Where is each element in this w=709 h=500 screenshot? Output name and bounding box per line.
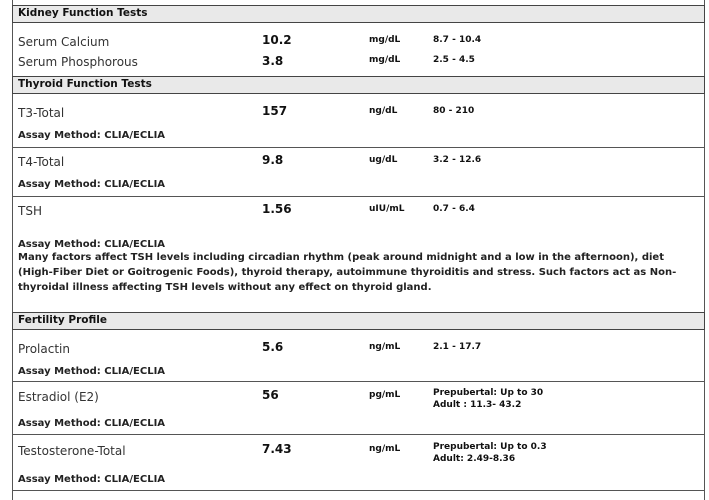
estradiol-value: 56: [262, 388, 279, 402]
estradiol-unit: pg/mL: [369, 390, 401, 400]
phosphorous-value: 3.8: [262, 54, 284, 68]
testosterone-name: Testosterone-Total: [18, 444, 126, 458]
divider: [12, 147, 705, 148]
tsh-note: Many factors affect TSH levels including circadian rhythm (peak around midnight and a low in the afternoon), diet (High-Fiber Diet or Goitrogenic Foods), thyroid therapy, autoimmune thyroiditis and stress. Such factors act as Non-thyroidal illness affecting TSH levels without any effect on thyroid gland.: [18, 252, 677, 293]
prolactin-name: Prolactin: [18, 342, 70, 356]
tsh-range: 0.7 - 6.4: [433, 204, 475, 214]
t4-name: T4-Total: [18, 155, 65, 169]
testosterone-value: 7.43: [262, 442, 292, 456]
testosterone-assay-method: Assay Method: CLIA/ECLIA: [18, 474, 166, 485]
tsh-value: 1.56: [262, 202, 292, 216]
calcium-value: 10.2: [262, 33, 292, 47]
calcium-unit: mg/dL: [369, 35, 401, 45]
fertility-section-title: Fertility Profile: [18, 314, 107, 326]
prolactin-unit: ng/mL: [369, 342, 401, 352]
right-border: [704, 0, 705, 500]
t4-range: 3.2 - 12.6: [433, 155, 482, 165]
prolactin-value: 5.6: [262, 340, 284, 354]
prolactin-assay-method: Assay Method: CLIA/ECLIA: [18, 366, 166, 377]
divider: [12, 196, 705, 197]
t4-assay-method: Assay Method: CLIA/ECLIA: [18, 179, 166, 190]
tsh-unit: uIU/mL: [369, 204, 405, 214]
estradiol-assay-method: Assay Method: CLIA/ECLIA: [18, 418, 166, 429]
t4-unit: ug/dL: [369, 155, 398, 165]
testosterone-range-adult: Adult: 2.49-8.36: [433, 454, 516, 464]
divider: [12, 434, 705, 435]
left-border: [12, 0, 13, 500]
testosterone-unit: ng/mL: [369, 444, 401, 454]
estradiol-range-adult: Adult : 11.3- 43.2: [433, 400, 522, 410]
t3-assay-method: Assay Method: CLIA/ECLIA: [18, 130, 166, 141]
kidney-section-header: [12, 5, 705, 23]
calcium-name: Serum Calcium: [18, 35, 110, 49]
t3-unit: ng/dL: [369, 106, 398, 116]
estradiol-name: Estradiol (E2): [18, 390, 99, 404]
calcium-range: 8.7 - 10.4: [433, 35, 482, 45]
tsh-name: TSH: [18, 204, 42, 218]
t3-name: T3-Total: [18, 106, 65, 120]
phosphorous-unit: mg/dL: [369, 55, 401, 65]
thyroid-section-title: Thyroid Function Tests: [18, 78, 152, 90]
t3-range: 80 - 210: [433, 106, 475, 116]
phosphorous-name: Serum Phosphorous: [18, 55, 138, 69]
divider: [12, 490, 705, 491]
phosphorous-range: 2.5 - 4.5: [433, 55, 475, 65]
divider: [12, 381, 705, 382]
tsh-assay-method: Assay Method: CLIA/ECLIA: [18, 239, 166, 250]
t3-value: 157: [262, 104, 288, 118]
testosterone-range-prepubertal: Prepubertal: Up to 0.3: [433, 442, 547, 452]
estradiol-range-prepubertal: Prepubertal: Up to 30: [433, 388, 544, 398]
fertility-section-header: [12, 312, 705, 330]
kidney-section-title: Kidney Function Tests: [18, 7, 148, 19]
prolactin-range: 2.1 - 17.7: [433, 342, 482, 352]
t4-value: 9.8: [262, 153, 284, 167]
thyroid-section-header: [12, 76, 705, 94]
